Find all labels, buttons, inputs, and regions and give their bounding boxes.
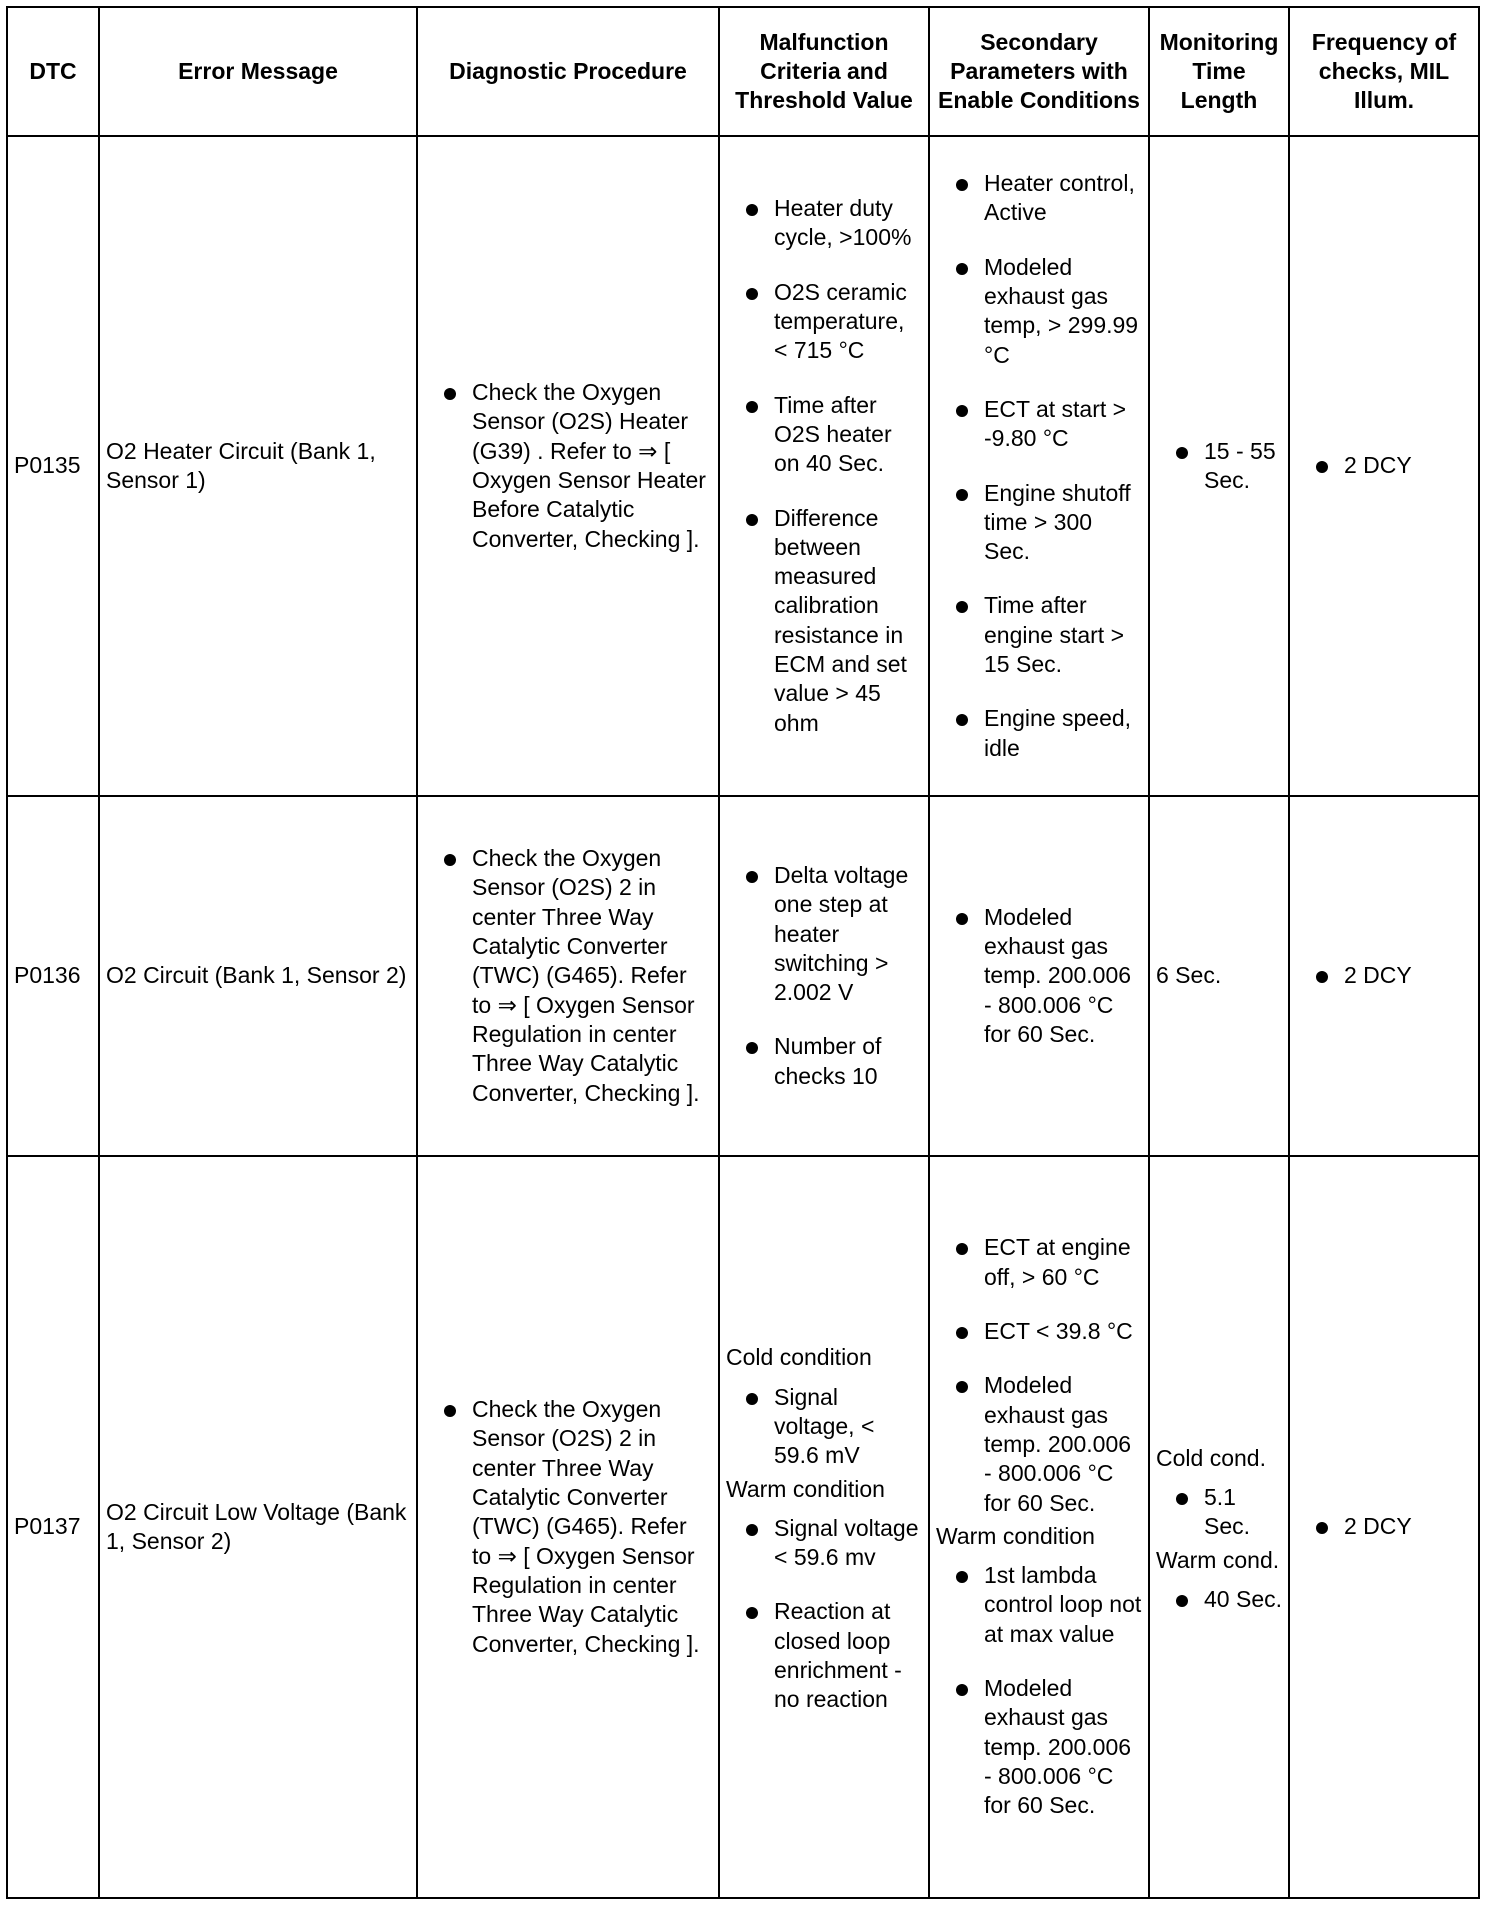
malfunction-cell (719, 796, 929, 1156)
secondary-item: Heater control, Active (936, 169, 1142, 228)
malfunction-cell (719, 136, 929, 796)
secondary-item: Modeled exhaust gas temp. 200.006 - 800.006 °C for 60 Sec. (936, 903, 1142, 1049)
frequency-item: 2 DCY (1296, 451, 1472, 480)
error-message: O2 Circuit (Bank 1, Sensor 2) (99, 796, 417, 1156)
diagnostic-procedure-cell (417, 136, 719, 796)
malfunction-item: Difference between measured calibration resistance in ECM and set value > 45 ohm (726, 504, 922, 738)
procedure-item: Check the Oxygen Sensor (O2S) Heater (G39) . Refer to ⇒ [ Oxygen Sensor Heater Before Catalytic Converter, Checking ]. (424, 378, 712, 554)
secondary-item: Modeled exhaust gas temp. 200.006 - 800.006 °C for 60 Sec. (936, 1371, 1142, 1517)
monitoring-item: 5.1 Sec. (1156, 1483, 1282, 1542)
monitoring-item: 15 - 55 Sec. (1156, 437, 1282, 496)
frequency-cell (1289, 136, 1479, 796)
header-secondary: Secondary Parameters with Enable Conditions (929, 7, 1149, 136)
header-dtc: DTC (7, 7, 99, 136)
malfunction-item: Delta voltage one step at heater switching > 2.002 V (726, 861, 922, 1007)
table-row (7, 1156, 1479, 1898)
secondary-item: Modeled exhaust gas temp, > 299.99 °C (936, 253, 1142, 370)
diagnostic-procedure-cell (417, 796, 719, 1156)
header-diagnostic-procedure: Diagnostic Procedure (417, 7, 719, 136)
malfunction-item: Signal voltage, < 59.6 mV (726, 1383, 922, 1471)
secondary-item: Engine shutoff time > 300 Sec. (936, 479, 1142, 567)
malfunction-item: O2S ceramic temperature, < 715 °C (726, 278, 922, 366)
error-message: O2 Circuit Low Voltage (Bank 1, Sensor 2) (99, 1156, 417, 1898)
secondary-item: Time after engine start > 15 Sec. (936, 591, 1142, 679)
monitoring-time: 6 Sec. (1149, 796, 1289, 1156)
secondary-cell (929, 136, 1149, 796)
warm-cond-label: Warm cond. (1156, 1546, 1280, 1573)
secondary-item: ECT < 39.8 °C (936, 1317, 1142, 1346)
frequency-item: 2 DCY (1296, 1512, 1472, 1541)
warm-condition-label: Warm condition (936, 1522, 1095, 1549)
monitoring-item: 40 Sec. (1156, 1585, 1282, 1614)
monitoring-cell (1149, 1156, 1289, 1898)
table-row (7, 136, 1479, 796)
frequency-item: 2 DCY (1296, 961, 1472, 990)
malfunction-item: Reaction at closed loop enrichment - no reaction (726, 1597, 922, 1714)
procedure-item: Check the Oxygen Sensor (O2S) 2 in center Three Way Catalytic Converter (TWC) (G465). Refer to ⇒ [ Oxygen Sensor Regulation in center Three Way Catalytic Converter, Checking ]. (424, 1395, 712, 1659)
secondary-cell (929, 1156, 1149, 1898)
header-malfunction: Malfunction Criteria and Threshold Value (719, 7, 929, 136)
malfunction-item: Number of checks 10 (726, 1032, 922, 1091)
cold-condition-label: Cold condition (726, 1344, 872, 1371)
header-monitoring: Monitoring Time Length (1149, 7, 1289, 136)
secondary-item: 1st lambda control loop not at max value (936, 1561, 1142, 1649)
malfunction-item: Time after O2S heater on 40 Sec. (726, 391, 922, 479)
warm-condition-label: Warm condition (726, 1475, 885, 1502)
malfunction-item: Heater duty cycle, >100% (726, 194, 922, 253)
malfunction-item: Signal voltage < 59.6 mv (726, 1514, 922, 1573)
diagnostic-procedure-cell (417, 1156, 719, 1898)
secondary-item: Modeled exhaust gas temp. 200.006 - 800.006 °C for 60 Sec. (936, 1674, 1142, 1820)
header-row (7, 7, 1479, 136)
cold-cond-label: Cold cond. (1156, 1444, 1266, 1471)
header-error-message: Error Message (99, 7, 417, 136)
table-row (7, 796, 1479, 1156)
dtc-code: P0136 (7, 796, 99, 1156)
monitoring-cell (1149, 136, 1289, 796)
header-frequency: Frequency of checks, MIL Illum. (1289, 7, 1479, 136)
secondary-item: ECT at start > -9.80 °C (936, 395, 1142, 454)
dtc-code: P0135 (7, 136, 99, 796)
secondary-cell (929, 796, 1149, 1156)
error-message: O2 Heater Circuit (Bank 1, Sensor 1) (99, 136, 417, 796)
frequency-cell (1289, 1156, 1479, 1898)
secondary-item: ECT at engine off, > 60 °C (936, 1233, 1142, 1292)
dtc-table (6, 6, 1480, 1899)
frequency-cell (1289, 796, 1479, 1156)
procedure-item: Check the Oxygen Sensor (O2S) 2 in center Three Way Catalytic Converter (TWC) (G465). Refer to ⇒ [ Oxygen Sensor Regulation in center Three Way Catalytic Converter, Checking ]. (424, 844, 712, 1108)
malfunction-cell (719, 1156, 929, 1898)
dtc-code: P0137 (7, 1156, 99, 1898)
secondary-item: Engine speed, idle (936, 704, 1142, 763)
